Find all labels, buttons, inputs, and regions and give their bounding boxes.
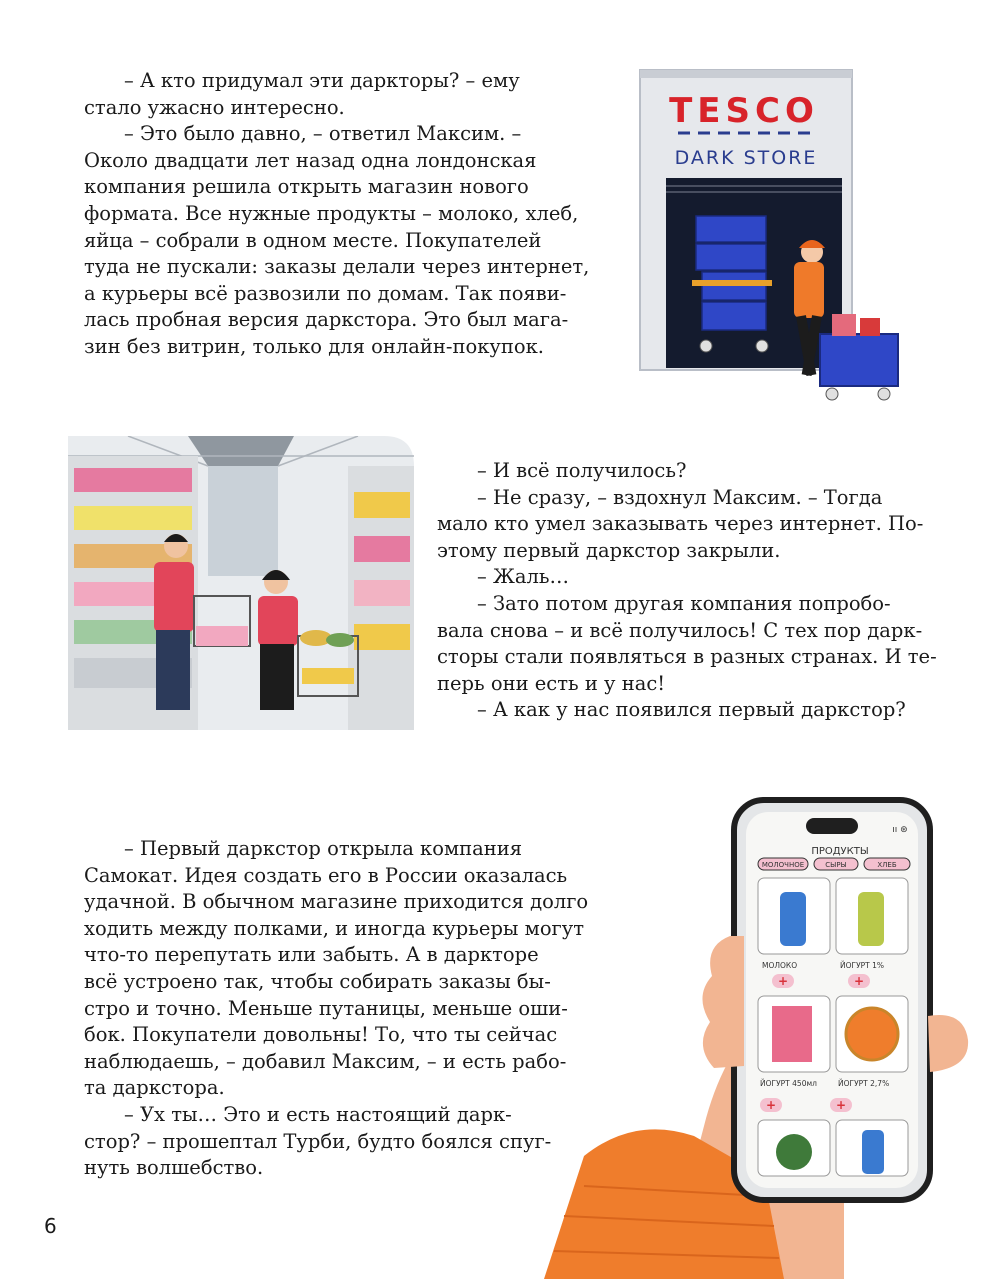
text-line: нуть волшебство. [84, 1156, 264, 1180]
product-yogurt-1: ЙОГУРТ 1% [840, 961, 885, 970]
text-line: ходить между полками, и иногда курьеры могут [84, 916, 585, 940]
text-line: – Ух ты… Это и есть настоящий дарк- [124, 1102, 512, 1126]
tesco-sign: TESCO [669, 91, 819, 131]
text-line: Самокат. Идея создать его в России оказалась [84, 863, 568, 887]
page-number: 6 [44, 1214, 57, 1238]
text-block-2 [437, 458, 937, 724]
text-line: – И всё получилось? [477, 459, 687, 482]
chip-bread: ХЛЕБ [877, 861, 897, 869]
text-line: мало кто умел заказывать через интернет. По- [437, 512, 924, 536]
text-line: наблюдаешь, – добавил Максим, – и есть рабо- [84, 1049, 567, 1073]
text-line: – Не сразу, – вздохнул Максим. – Тогда [477, 485, 883, 509]
phone-app-illustration [544, 796, 1000, 1279]
text-block-3 [84, 836, 588, 1182]
dark-store-sign: DARK STORE [674, 147, 818, 169]
text-line: компания решила открыть магазин нового [84, 175, 529, 199]
chip-cheese: СЫРЫ [825, 861, 847, 869]
text-line: лась пробная версия даркстора. Это был мага- [84, 308, 569, 332]
text-line: формата. Все нужные продукты – молоко, хлеб, [84, 201, 579, 225]
add-button-yogurt-1: + [853, 974, 865, 988]
text-line: вала снова – и всё получилось! С тех пор дарк- [437, 618, 923, 642]
product-milk: МОЛОКО [762, 961, 798, 970]
supermarket-illustration [68, 436, 414, 730]
text-line: что-то перепутать или забыть. А в даркторе [84, 943, 539, 967]
add-button-yogurt-450: + [765, 1098, 777, 1112]
product-yogurt-27: ЙОГУРТ 2,7% [838, 1079, 890, 1088]
text-line: всё устроено так, чтобы собирать заказы бы- [84, 969, 551, 993]
text-line: стало ужасно интересно. [84, 95, 345, 119]
text-line: перь они есть и у нас! [437, 671, 666, 695]
text-line: этому первый даркстор закрыли. [437, 538, 781, 562]
text-line: – Зато потом другая компания попробо- [477, 591, 891, 615]
text-line: стро и точно. Меньше путаницы, меньше оши- [84, 996, 568, 1020]
text-line: яйца – собрали в одном месте. Покупателей [84, 228, 542, 252]
text-line: удачной. В обычном магазине приходится долго [84, 890, 589, 914]
text-line: сторы стали появляться в разных странах. И те- [437, 645, 937, 669]
add-button-yogurt-27: + [835, 1098, 847, 1112]
text-line: – Это было давно, – ответил Максим. – [124, 122, 522, 146]
svg-text:ıı ⊛: ıı ⊛ [892, 825, 908, 835]
text-line: стор? – прошептал Турби, будто боялся спуг- [84, 1129, 552, 1153]
text-line: зин без витрин, только для онлайн-покупок. [84, 334, 544, 358]
chip-dairy: МОЛОЧНОЕ [761, 861, 805, 869]
phone-header: ПРОДУКТЫ [811, 846, 869, 857]
text-line: Около двадцати лет назад одна лондонская [84, 148, 537, 172]
text-line: а курьеры всё развозили по домам. Так появи- [84, 281, 567, 305]
text-line: – Жаль… [477, 565, 569, 589]
text-line: – А кто придумал эти даркторы? – ему [124, 69, 520, 92]
text-line: бок. Покупатели довольны! То, что ты сейчас [84, 1023, 558, 1047]
text-line: туда не пускали: заказы делали через интернет, [84, 255, 590, 279]
text-line: – Первый даркстор открыла компания [124, 837, 523, 860]
text-block-1 [84, 68, 589, 361]
dark-store-illustration [636, 66, 916, 406]
product-yogurt-450: ЙОГУРТ 450мл [760, 1079, 817, 1088]
add-button-milk: + [777, 974, 789, 988]
text-line: – А как у нас появился первый даркстор? [477, 698, 906, 722]
text-line: та даркстора. [84, 1076, 225, 1100]
